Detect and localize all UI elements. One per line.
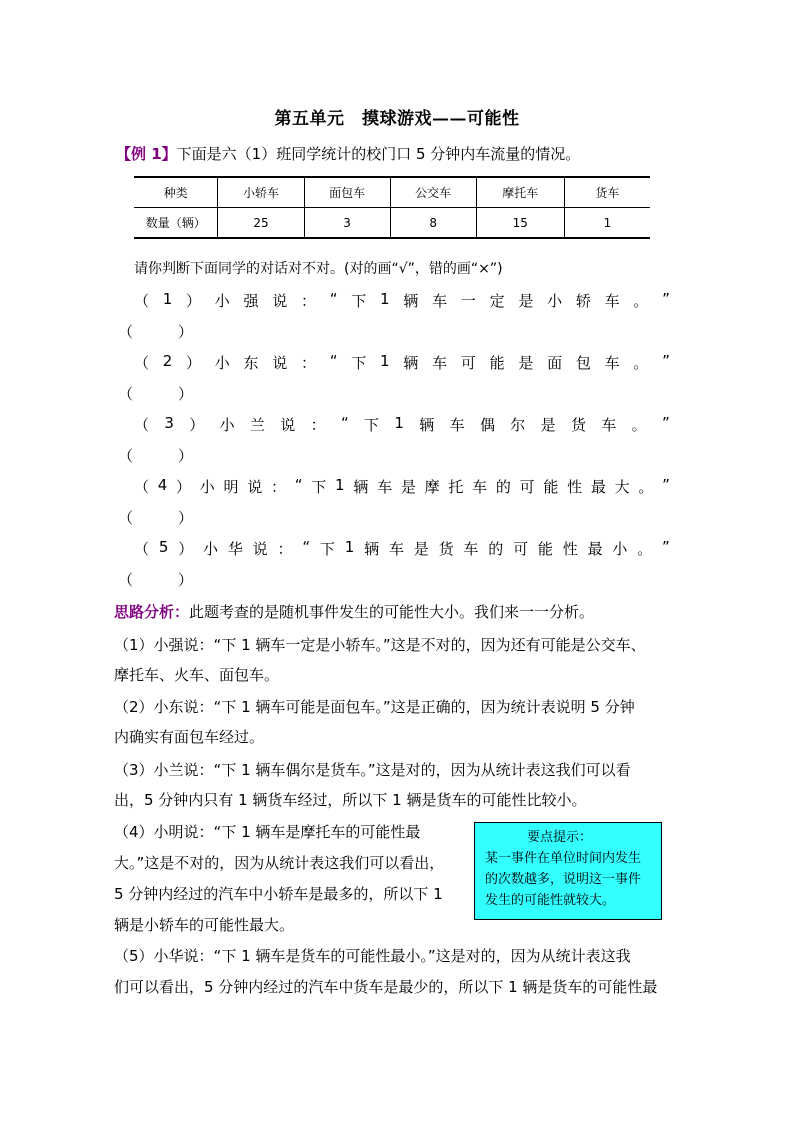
question-char: ” bbox=[662, 290, 670, 308]
example-text: 下面是六（1）班同学统计的校门口 5 分钟内车流量的情况。 bbox=[176, 145, 581, 163]
question-char: 兰 bbox=[249, 416, 265, 434]
question-char: 最 bbox=[590, 478, 606, 496]
question-char: 是 bbox=[400, 478, 416, 496]
question-char: 车 bbox=[601, 416, 617, 434]
question-char: 下 bbox=[319, 540, 335, 558]
question-char: 下 bbox=[311, 478, 327, 496]
question-char: ） bbox=[186, 292, 202, 310]
question-char: 性 bbox=[567, 478, 583, 496]
question-char: 明 bbox=[223, 478, 239, 496]
analysis-line: 出，5 分钟内只有 1 辆货车经过，所以下 1 辆是货车的可能性比较小。 bbox=[114, 791, 587, 809]
question-char: 能 bbox=[537, 540, 553, 558]
question-2 bbox=[134, 352, 670, 373]
question-char: 。 bbox=[633, 292, 649, 310]
question-char: 辆 bbox=[403, 354, 419, 372]
answer-blank-5: （ ） bbox=[118, 571, 194, 589]
answer-blank-2: （ ） bbox=[118, 385, 194, 403]
question-char: 。 bbox=[633, 354, 649, 372]
analysis-line: （2）小东说：“下 1 辆车可能是面包车。”这是正确的，因为统计表说明 5 分钟 bbox=[114, 698, 635, 716]
analysis-heading bbox=[114, 601, 594, 622]
question-char: （ bbox=[134, 540, 150, 558]
table-row bbox=[134, 208, 650, 239]
question-char: “ bbox=[302, 538, 311, 556]
answer-blank-4: （ ） bbox=[118, 509, 194, 527]
question-char: 小 bbox=[219, 416, 235, 434]
table-cell: 25 bbox=[218, 208, 304, 239]
question-char: 尔 bbox=[510, 416, 526, 434]
question-char: 能 bbox=[543, 478, 559, 496]
question-char: 东 bbox=[243, 354, 259, 372]
question-char: 辆 bbox=[353, 478, 369, 496]
question-char: 可 bbox=[519, 478, 535, 496]
question-char: 车 bbox=[463, 540, 479, 558]
question-char: 是 bbox=[518, 292, 534, 310]
question-char: 的 bbox=[495, 478, 511, 496]
tip-line: 发生的可能性就较大。 bbox=[485, 893, 616, 908]
question-char: （ bbox=[134, 416, 150, 434]
question-char: “ bbox=[340, 414, 349, 432]
question-char: ） bbox=[176, 478, 192, 496]
table-cell: 1 bbox=[564, 208, 650, 239]
question-char: 2 bbox=[162, 352, 173, 370]
tip-line: 某一事件在单位时间内发生 bbox=[485, 851, 642, 866]
traffic-table bbox=[134, 176, 650, 239]
question-char: 下 bbox=[351, 354, 367, 372]
question-char: 定 bbox=[489, 292, 505, 310]
tip-title: 要点提示： bbox=[527, 830, 593, 845]
question-char: “ bbox=[329, 352, 338, 370]
analysis-line: （4）小明说：“下 1 辆车是摩托车的可能性最 bbox=[114, 823, 421, 841]
question-char: 小 bbox=[214, 292, 230, 310]
question-char: 下 bbox=[364, 416, 380, 434]
question-prompt: 请你判断下面同学的对话对不对。(对的画“√”，错的画“×”) bbox=[134, 261, 503, 277]
example-label: 【例 1】 bbox=[116, 145, 177, 163]
question-char: 1 bbox=[344, 538, 355, 556]
question-char: 车 bbox=[604, 292, 620, 310]
question-char: 的 bbox=[488, 540, 504, 558]
analysis-intro: 此题考查的是随机事件发生的可能性大小。我们来一一分析。 bbox=[189, 603, 595, 621]
question-char: 说 bbox=[272, 354, 288, 372]
question-char: 车 bbox=[604, 354, 620, 372]
question-char: 。 bbox=[638, 478, 654, 496]
answer-blank-1: （ ） bbox=[118, 323, 194, 341]
analysis-label: 思路分析： bbox=[114, 603, 190, 621]
question-char: 货 bbox=[438, 540, 454, 558]
question-char: 1 bbox=[394, 414, 404, 432]
question-char: 是 bbox=[518, 354, 534, 372]
table-header-cell: 小轿车 bbox=[218, 177, 304, 208]
question-char: ” bbox=[662, 538, 670, 556]
analysis-line: 们可以看出，5 分钟内经过的汽车中货车是最少的，所以下 1 辆是货车的可能性最 bbox=[114, 978, 658, 996]
question-char: 一 bbox=[460, 292, 476, 310]
question-char: 5 bbox=[158, 538, 169, 556]
tip-line: 的次数越多，说明这一事件 bbox=[485, 872, 642, 887]
question-char: ” bbox=[662, 414, 670, 432]
question-char: 车 bbox=[388, 540, 404, 558]
table-header-cell: 面包车 bbox=[304, 177, 390, 208]
question-char: 。 bbox=[631, 416, 647, 434]
question-char: 下 bbox=[351, 292, 367, 310]
question-char: 辆 bbox=[364, 540, 380, 558]
question-char: 小 bbox=[214, 354, 230, 372]
question-char: 摩 bbox=[424, 478, 440, 496]
question-char: ” bbox=[662, 476, 670, 494]
table-cell: 15 bbox=[476, 208, 564, 239]
table-header-cell: 种类 bbox=[134, 177, 218, 208]
question-char: ： bbox=[301, 354, 317, 372]
question-char: （ bbox=[134, 292, 150, 310]
question-char: ： bbox=[310, 416, 326, 434]
question-char: “ bbox=[294, 476, 303, 494]
question-char: ： bbox=[301, 292, 317, 310]
question-3 bbox=[134, 414, 670, 435]
question-char: 车 bbox=[432, 354, 448, 372]
question-char: 说 bbox=[280, 416, 296, 434]
question-char: 车 bbox=[377, 478, 393, 496]
analysis-line: （1）小强说：“下 1 辆车一定是小轿车。”这是不对的，因为还有可能是公交车、 bbox=[114, 636, 646, 654]
analysis-line: 内确实有面包车经过。 bbox=[114, 728, 265, 746]
question-char: 是 bbox=[540, 416, 556, 434]
question-char: 可 bbox=[513, 540, 529, 558]
key-point-tip-box bbox=[474, 822, 662, 920]
question-char: ： bbox=[271, 478, 287, 496]
question-char: 可 bbox=[460, 354, 476, 372]
question-char: 4 bbox=[157, 476, 168, 494]
question-char: 小 bbox=[203, 540, 219, 558]
question-1 bbox=[134, 290, 670, 311]
question-char: ） bbox=[186, 354, 202, 372]
question-char: 3 bbox=[164, 414, 174, 432]
question-char: ） bbox=[189, 416, 205, 434]
question-char: 小 bbox=[612, 540, 628, 558]
question-char: 说 bbox=[252, 540, 268, 558]
question-char: 轿 bbox=[575, 292, 591, 310]
page-title: 第五单元 摸球游戏——可能性 bbox=[274, 109, 520, 129]
table-cell: 3 bbox=[304, 208, 390, 239]
question-char: ” bbox=[662, 352, 670, 370]
question-char: 强 bbox=[243, 292, 259, 310]
question-char: 车 bbox=[449, 416, 465, 434]
table-header-cell: 货车 bbox=[564, 177, 650, 208]
analysis-line: （3）小兰说：“下 1 辆车偶尔是货车。”这是对的，因为从统计表这我们可以看 bbox=[114, 761, 631, 779]
analysis-line: 摩托车、火车、面包车。 bbox=[114, 666, 280, 684]
question-char: 车 bbox=[432, 292, 448, 310]
table-header-row bbox=[134, 177, 650, 208]
analysis-line: 大。”这是不对的，因为从统计表这我们可以看出， bbox=[114, 854, 445, 872]
question-char: “ bbox=[329, 290, 338, 308]
question-char: 说 bbox=[247, 478, 263, 496]
analysis-line: 5 分钟内经过的汽车中小轿车是最多的，所以下 1 bbox=[114, 885, 443, 903]
question-char: ） bbox=[178, 540, 194, 558]
question-char: （ bbox=[134, 478, 150, 496]
question-char: 辆 bbox=[419, 416, 435, 434]
analysis-line: 辆是小轿车的可能性最大。 bbox=[114, 916, 295, 934]
question-char: 偶 bbox=[479, 416, 495, 434]
table-cell: 8 bbox=[390, 208, 476, 239]
answer-blank-3: （ ） bbox=[118, 447, 194, 465]
question-5 bbox=[134, 538, 670, 559]
table-cell: 数量（辆） bbox=[134, 208, 218, 239]
question-char: （ bbox=[134, 354, 150, 372]
question-char: 性 bbox=[562, 540, 578, 558]
question-char: 。 bbox=[637, 540, 653, 558]
question-char: 能 bbox=[489, 354, 505, 372]
question-4 bbox=[134, 476, 670, 497]
question-char: 货 bbox=[570, 416, 586, 434]
question-char: 小 bbox=[199, 478, 215, 496]
question-char: 最 bbox=[587, 540, 603, 558]
question-char: 小 bbox=[547, 292, 563, 310]
example-intro bbox=[116, 143, 580, 164]
analysis-line: （5）小华说：“下 1 辆车是货车的可能性最小。”这是对的，因为从统计表这我 bbox=[114, 947, 631, 965]
question-char: 华 bbox=[227, 540, 243, 558]
question-char: 1 bbox=[380, 352, 390, 370]
question-char: 包 bbox=[575, 354, 591, 372]
question-char: 车 bbox=[472, 478, 488, 496]
question-char: 面 bbox=[547, 354, 563, 372]
question-char: 1 bbox=[380, 290, 390, 308]
question-char: 大 bbox=[614, 478, 630, 496]
question-char: 辆 bbox=[403, 292, 419, 310]
question-char: 托 bbox=[448, 478, 464, 496]
question-char: 1 bbox=[162, 290, 173, 308]
question-char: ： bbox=[277, 540, 293, 558]
table-header-cell: 公交车 bbox=[390, 177, 476, 208]
question-char: 1 bbox=[335, 476, 345, 494]
question-char: 说 bbox=[272, 292, 288, 310]
question-char: 是 bbox=[413, 540, 429, 558]
table-header-cell: 摩托车 bbox=[476, 177, 564, 208]
